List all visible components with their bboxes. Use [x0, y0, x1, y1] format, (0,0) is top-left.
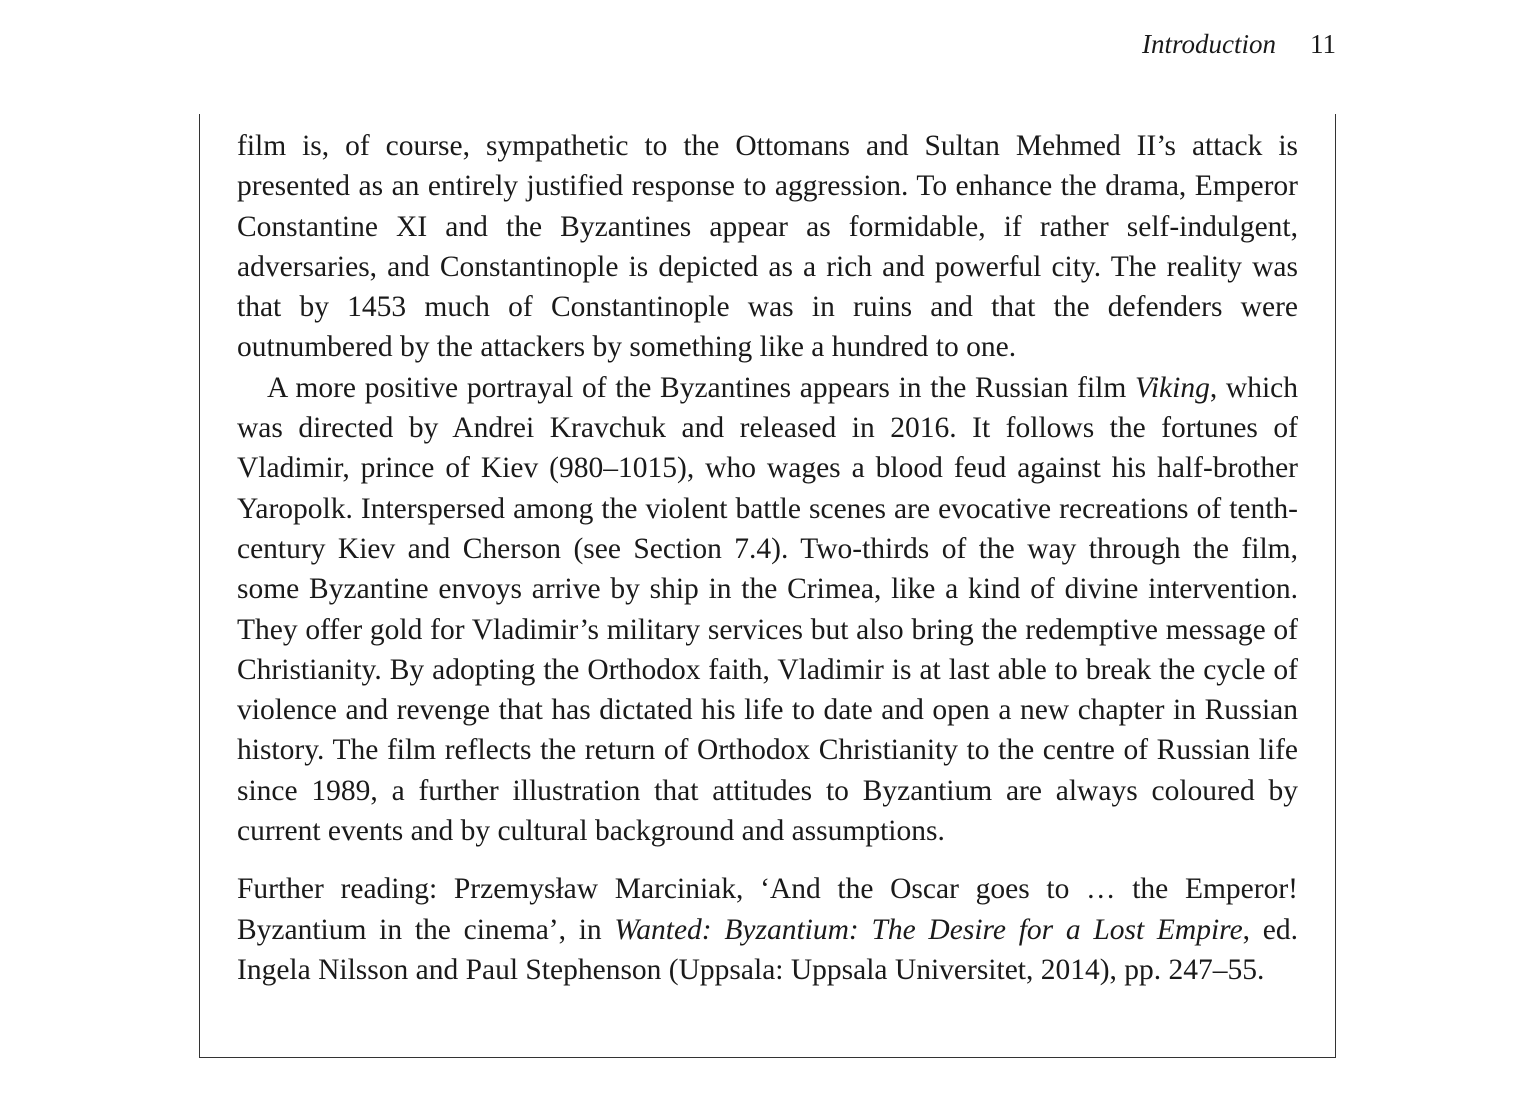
page-number: 11: [1310, 29, 1336, 59]
film-title-viking: Viking: [1135, 371, 1210, 404]
para2-text-before: A more positive portrayal of the Byzantines appears in the Russian film: [267, 371, 1135, 404]
running-head: [1142, 24, 1336, 64]
further-reading-after: , ed. Ingela Nilsson and Paul Stephenson (Uppsala: Uppsala Universitet, 2014), pp. 247–55.: [237, 913, 1298, 986]
text-box: [199, 114, 1336, 1058]
para2-text-after: , which was directed by Andrei Kravchuk and released in 2016. It follows the fortunes of Vladimir, prince of Kiev (980–1015), who wages a blood feud against his half-brother Yaropolk. Interspersed among the violent battle scenes are evocative recreations of tenth-century Kiev and Cherson (see Section 7.4). Two-thirds of the way through the film, some Byzantine envoys arrive by ship in the Crimea, like a kind of divine intervention. They offer gold for Vladimir’s military services but also bring the redemptive message of Christianity. By adopting the Orthodox faith, Vladimir is at last able to break the cycle of violence and revenge that has dictated his life to date and open a new chapter in Russian history. The film reflects the return of Orthodox Christianity to the centre of Russian life since 1989, a further illustration that attitudes to Byzantium are always coloured by current events and by cultural background and assumptions.: [237, 371, 1299, 848]
paragraph-film-ottomans: film is, of course, sympathetic to the Ottomans and Sultan Mehmed II’s attack is presented as an entirely justified response to aggression. To enhance the drama, Emperor Constantine XI and the Byzantines appear as formidable, if rather self-indulgent, adversaries, and Constantinople is depicted as a rich and powerful city. The reality was that by 1453 much of Constantinople was in ruins and that the defenders were outnumbered by the attackers by something like a hundred to one.: [237, 130, 1298, 364]
paragraph-viking-film: [237, 368, 1298, 852]
further-reading-before: Further reading: Przemysław Marciniak, ‘And the Oscar goes to … the Emperor! Byzantium in the cinema’, in: [237, 873, 1298, 946]
further-reading-book-title: Wanted: Byzantium: The Desire for a Lost Empire: [614, 913, 1243, 946]
box-content: [237, 126, 1298, 990]
further-reading: [237, 869, 1298, 990]
running-title: Introduction: [1142, 29, 1276, 59]
